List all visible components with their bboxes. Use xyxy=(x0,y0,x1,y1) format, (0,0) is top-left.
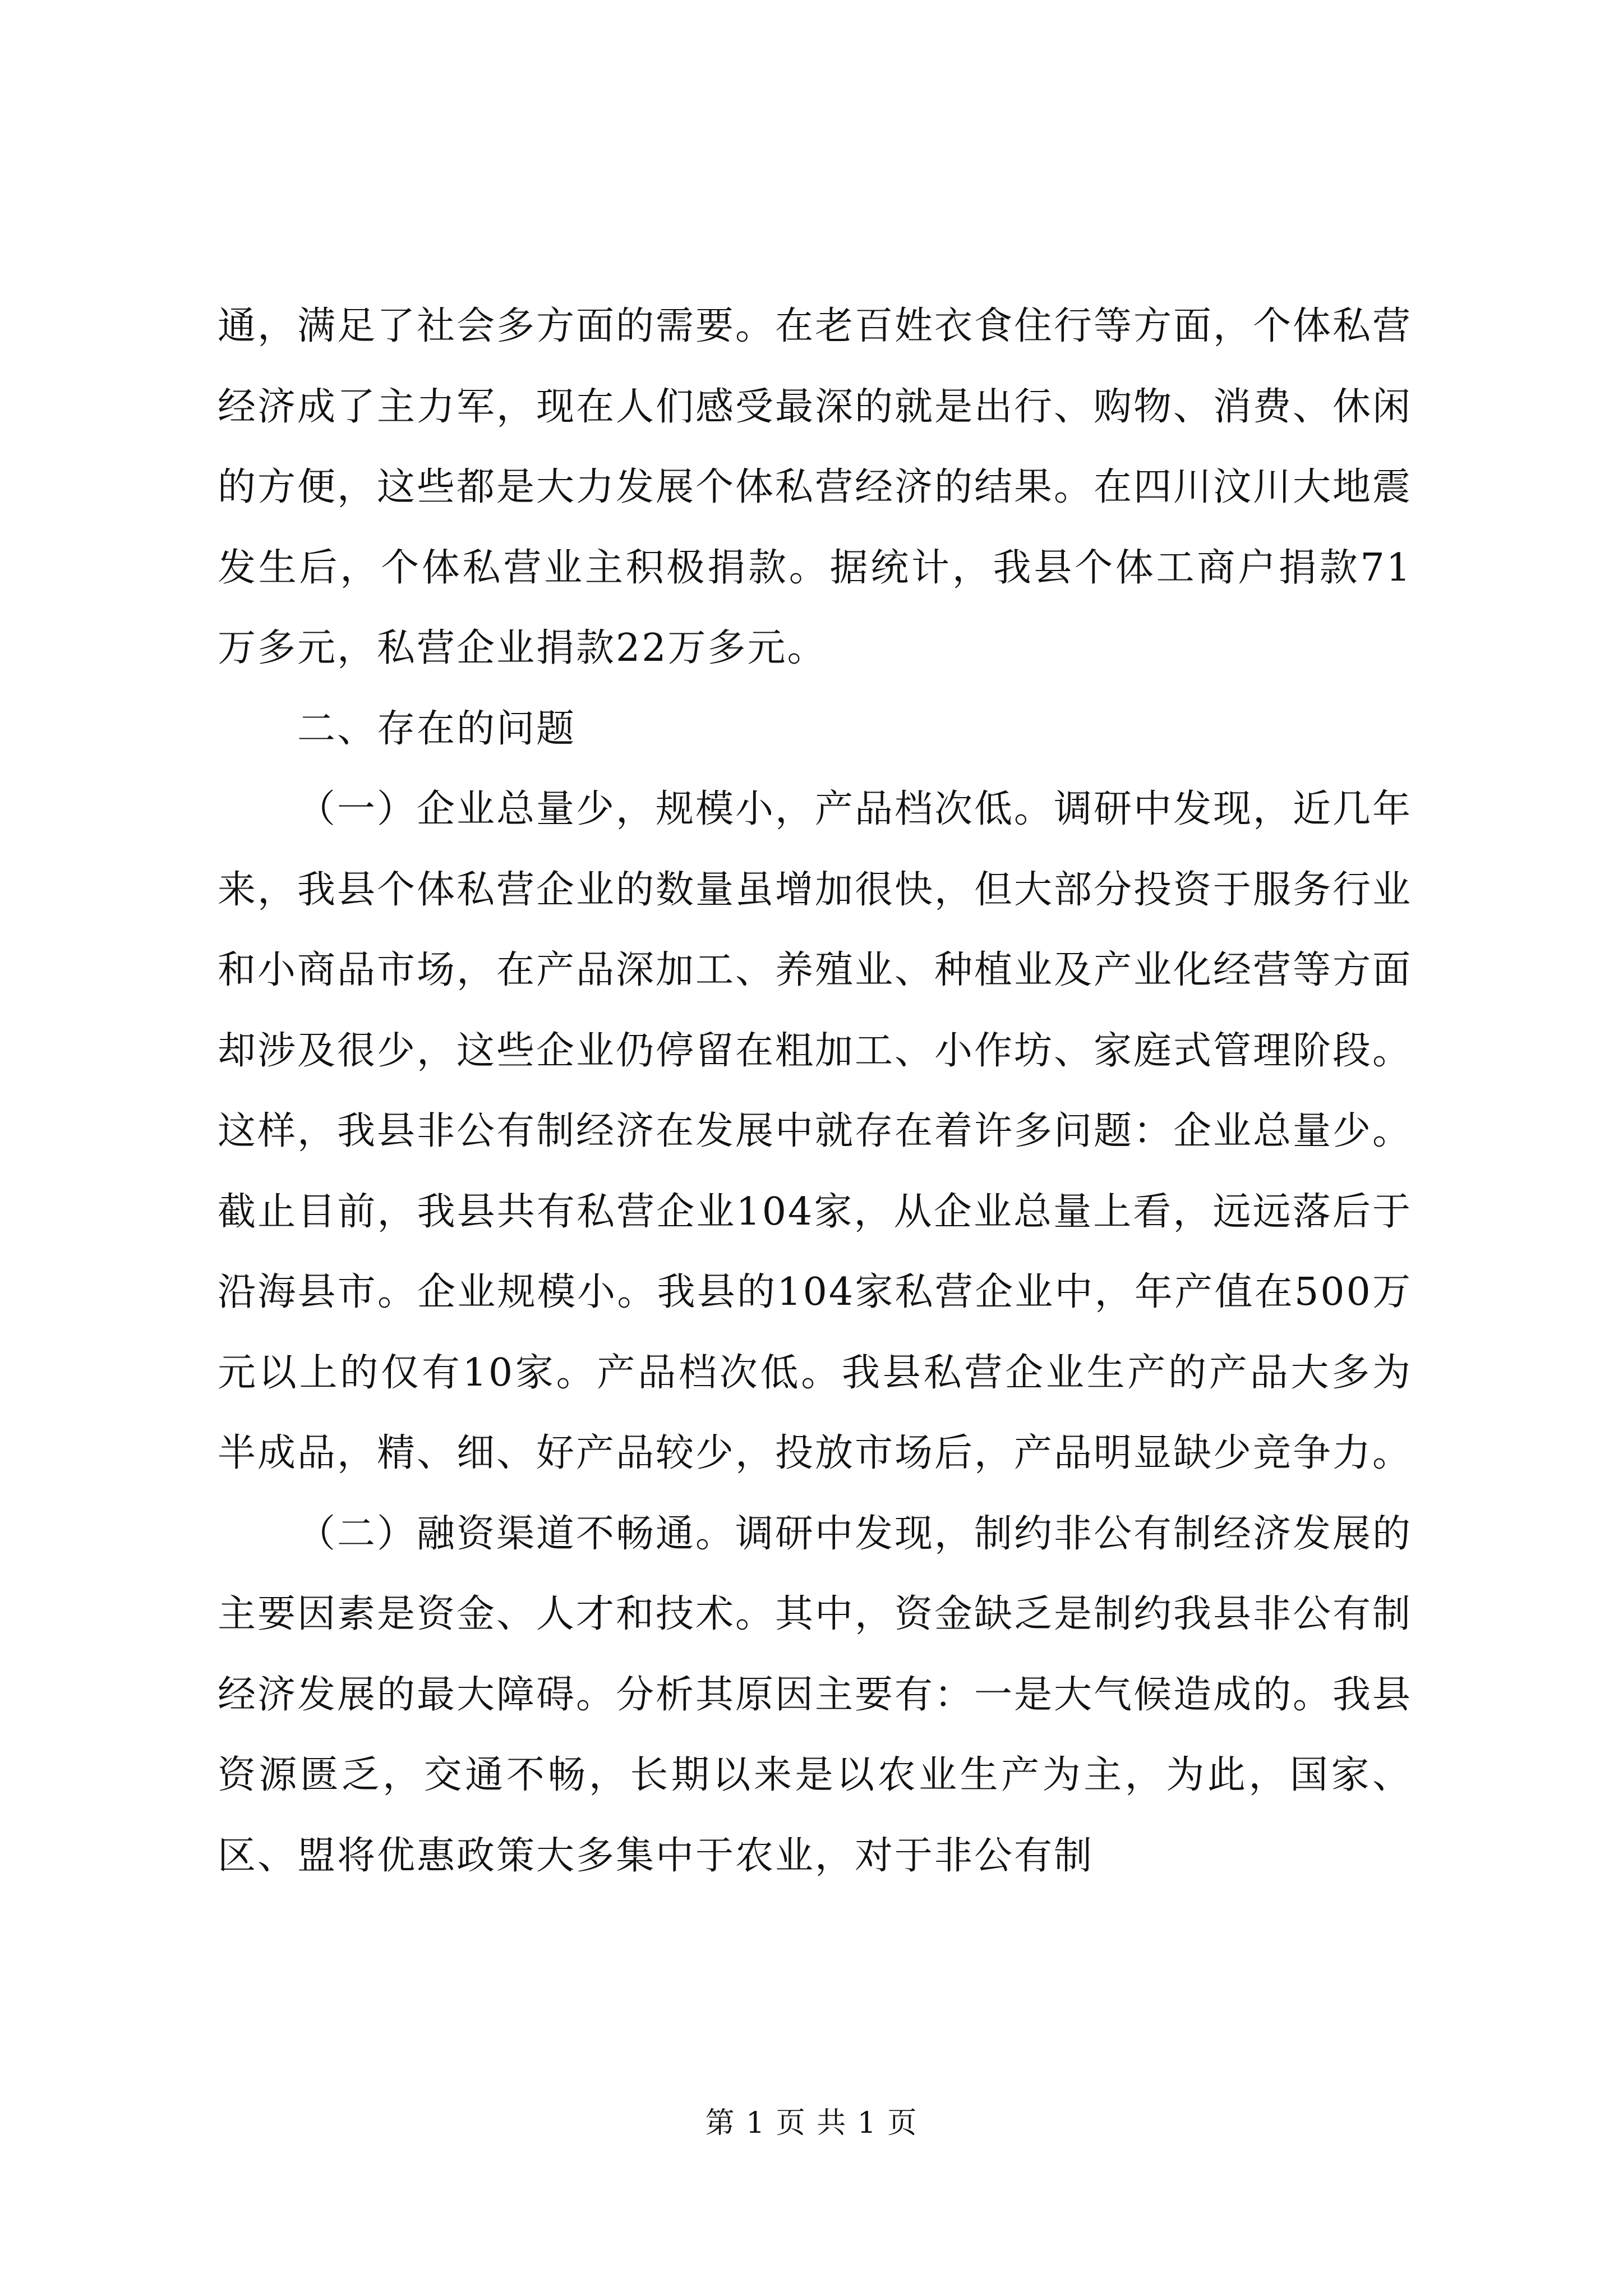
document-body xyxy=(218,286,1412,1896)
section-heading: 二、存在的问题 xyxy=(297,706,577,751)
page-footer: 第 1 页 共 1 页 xyxy=(705,2106,918,2140)
paragraph-continuation: 通，满足了社会多方面的需要。在老百姓衣食住行等方面，个体私营经济成了主力军，现在人们感受最深的就是出行、购物、消费、休闲的方便，这些都是大力发展个体私营经济的结果。在四川汶川大地震发生后，个体私营业主积极捐款。据统计，我县个体工商户捐款71万多元，私营企业捐款22万多元。 xyxy=(218,304,1413,670)
paragraph-issue-1: （一）企业总量少，规模小，产品档次低。调研中发现，近几年来，我县个体私营企业的数量虽增加很快，但大部分投资于服务行业和小商品市场，在产品深加工、养殖业、种植业及产业化经营等方面却涉及很少，这些企业仍停留在粗加工、小作坊、家庭式管理阶段。这样，我县非公有制经济在发展中就存在着许多问题：企业总量少。截止目前，我县共有私营企业104家，从企业总量上看，远远落后于沿海县市。企业规模小。我县的104家私营企业中，年产值在500万元以上的仅有10家。产品档次低。我县私营企业生产的产品大多为半成品，精、细、好产品较少，投放市场后，产品明显缺少竞争力。 xyxy=(218,787,1413,1475)
paragraph-issue-2: （二）融资渠道不畅通。调研中发现，制约非公有制经济发展的主要因素是资金、人才和技术。其中，资金缺乏是制约我县非公有制经济发展的最大障碍。分析其原因主要有：一是大气候造成的。我县资源匮乏，交通不畅，长期以来是以农业生产为主，为此，国家、区、盟将优惠政策大多集中于农业，对于非公有制 xyxy=(218,1511,1413,1878)
